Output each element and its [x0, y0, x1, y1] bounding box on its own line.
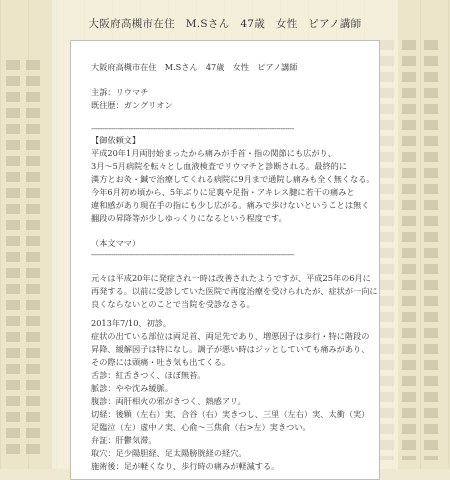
request-line: 翻段の昇降等が少しゆっくりになるという程度です。	[91, 213, 287, 223]
meridian-palpation-cont: 足臨泣（左）虚中ノ実、心俞～三焦俞（右>左）実きつい。	[91, 422, 311, 432]
first-visit-date: 2013年7/10、初診。	[91, 318, 172, 328]
post-treatment: 施術後：足が軽くなり、歩行時の痛みが軽減する。	[91, 461, 280, 471]
past-history: 既往歴：ガングリオン	[91, 100, 173, 110]
verbatim-note: （本文ママ）	[91, 238, 141, 248]
request-line: 今年6月初め頃から、5年ぶりに足裏や足指・アキレス腱に若干の痛みと	[91, 187, 355, 197]
tongue-diagnosis: 舌診：紅舌きつく、ほぼ無苔。	[91, 370, 206, 380]
meridian-palpation: 切経：後顆（左右）実、合谷（右）実きつし、三里（左右）実、太衝（実）	[91, 409, 370, 419]
pattern-diagnosis: 弁証：肝鬱気滞。	[91, 435, 157, 445]
divider: --------------------------------------------------------------------------------------------	[91, 124, 294, 133]
request-line: 漢方とお灸・鍼で治療してくれる病院に9月まで通院し痛みも全く無くなる。	[91, 174, 375, 184]
pulse-diagnosis: 脈診：やや沈み緩脈。	[91, 383, 173, 393]
finding-line: 症状の出ている部位は両足首、両足先であり、増悪因子は歩行・特に階段の	[91, 331, 370, 341]
divider: --------------------------------------------------------------------------------------------	[91, 250, 294, 259]
chief-complaint: 主訴：リウマチ	[91, 87, 149, 97]
intro-line: 良くならないとのことで当院を受診なさる。	[91, 299, 255, 309]
acupoint-selection: 取穴：足少陽胆経、足太陽膀胱経の経穴。	[91, 448, 247, 458]
case-report-panel	[70, 40, 380, 480]
request-line: 3月～5月病院を転々とし血液検査でリウマチと診断される。最終的に	[91, 161, 348, 171]
profile-line: 大阪府高槻市在住 M.Sさん 47歳 女性 ピアノ講師	[91, 62, 298, 72]
request-line: 平成20年1月両肘始まったから痛みが手首・指の関節にも広がり、	[91, 148, 336, 158]
abdominal-diagnosis: 腹診：両肝相火の邪がきつく、熱感アリ。	[91, 396, 246, 406]
page-title: 大阪府高槻市在住 M.Sさん 47歳 女性 ピアノ講師	[88, 18, 362, 30]
intro-line: 再発する。以前に受診していた医院で再度治療を受けられたが、症状が一向に	[91, 286, 378, 296]
request-line: 違和感があり現在手の指にも少し広がる。痛みで歩けないということは無く	[91, 200, 370, 210]
finding-line: 昇降、緩解因子は特になし。調子が悪い時はジッとしていても痛みがあり、	[91, 344, 370, 354]
intro-line: 元々は平成20年に発症され一時は改善されたようですが、平成25年の6月に	[91, 273, 371, 283]
request-heading: 【御依頼文】	[91, 135, 141, 145]
finding-line: その際には頭痛・吐き気も出てくる。	[91, 357, 231, 367]
background-text-left	[4, 60, 54, 460]
